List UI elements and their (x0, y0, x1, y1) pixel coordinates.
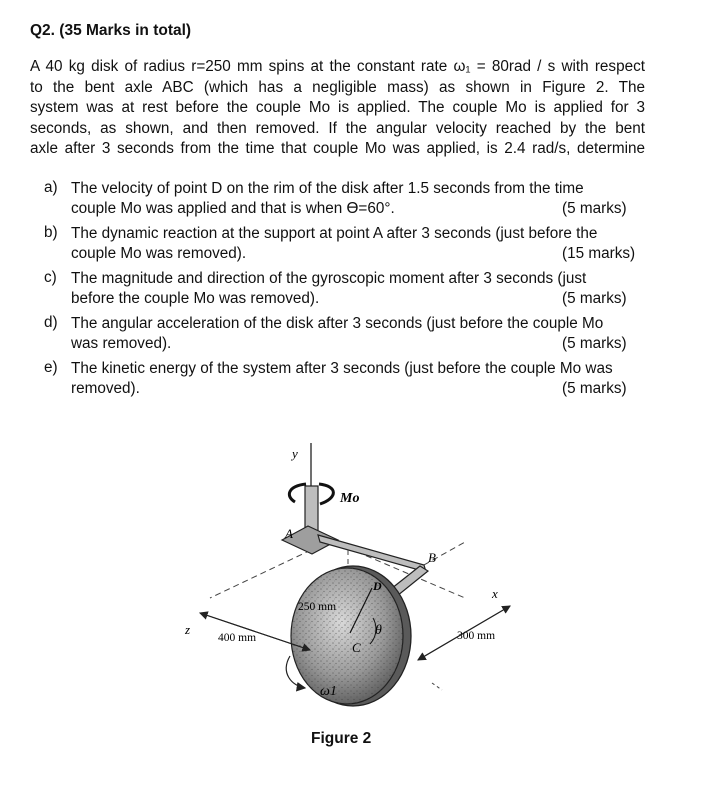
part-marks: (5 marks) (562, 200, 627, 217)
question-title: Q2. (35 Marks in total) (30, 22, 192, 39)
dim-right-label: 300 mm (457, 630, 496, 642)
disk-texture (291, 568, 403, 704)
intro-line-5: axle after 3 seconds from the time that couple Mo was applied, is 2.4 rad/s, determine (30, 140, 645, 157)
part-text-line-2 (44, 289, 644, 309)
intro-line-3: system was at rest before the couple Mo is applied. The couple Mo is applied for 3 (30, 99, 645, 116)
part-label: b) (44, 224, 58, 241)
part-text-line-1: The magnitude and direction of the gyroscopic moment after 3 seconds (just (71, 270, 587, 287)
part-text: removed). (71, 380, 140, 397)
part-marks: (15 marks) (562, 245, 636, 262)
part-b (44, 224, 644, 264)
part-label: a) (44, 179, 58, 196)
part-e (44, 359, 644, 399)
z-axis-label: z (185, 622, 191, 637)
part-label: e) (44, 359, 58, 376)
part-c (44, 269, 644, 309)
point-a-label: A (285, 526, 293, 541)
intro-line-1: A 40 kg disk of radius r=250 mm spins at the constant rate ω₁ = 80rad / s with respect (30, 58, 645, 75)
intro-line-2: to the bent axle ABC (which has a negligible mass) as shown in Figure 2. The (30, 78, 645, 96)
part-text-line-2 (44, 334, 644, 354)
dim-left-label: 400 mm (218, 632, 257, 644)
radius-label: 250 mm (298, 601, 337, 613)
y-axis-label: y (292, 446, 298, 461)
part-text: before the couple Mo was removed). (71, 290, 320, 307)
axle-arm-ab (318, 535, 426, 572)
part-marks: (5 marks) (562, 380, 627, 397)
part-a (44, 179, 644, 219)
part-text: couple Mo was applied and that is when ϴ=60°. (71, 200, 395, 217)
part-text-line-1: The angular acceleration of the disk after 3 seconds (just before the couple Mo (71, 315, 604, 332)
point-c-label: C (352, 640, 361, 655)
part-text-line-1: The velocity of point D on the rim of the disk after 1.5 seconds from the time (71, 180, 584, 197)
figure-2-diagram (170, 438, 550, 723)
part-text-line-2 (44, 244, 644, 264)
z-axis-dashed (210, 550, 311, 598)
question-parts (44, 179, 644, 404)
part-text: couple Mo was removed). (71, 245, 247, 262)
theta-label: θ (375, 623, 382, 638)
question-intro (30, 57, 645, 160)
part-text-line-1: The dynamic reaction at the support at point A after 3 seconds (just before the (71, 225, 598, 242)
right-dash (432, 683, 442, 690)
part-marks: (5 marks) (562, 290, 627, 307)
part-marks: (5 marks) (562, 335, 627, 352)
part-text: was removed). (71, 335, 172, 352)
x-axis-label: x (492, 586, 498, 601)
part-label: d) (44, 314, 58, 331)
point-b-label: B (428, 550, 436, 565)
part-text-line-1: The kinetic energy of the system after 3 seconds (just before the couple Mo was (71, 360, 613, 377)
figure-caption: Figure 2 (311, 730, 372, 747)
moment-label: Mo (340, 491, 360, 506)
omega-label: ω1 (320, 684, 337, 699)
part-label: c) (44, 269, 57, 286)
point-d-label: D (373, 579, 382, 593)
part-text-line-2 (44, 379, 644, 399)
part-text-line-2 (44, 199, 644, 219)
intro-line-4: seconds, as shown, and then removed. If the angular velocity reached by the bent (30, 119, 645, 137)
part-d (44, 314, 644, 354)
